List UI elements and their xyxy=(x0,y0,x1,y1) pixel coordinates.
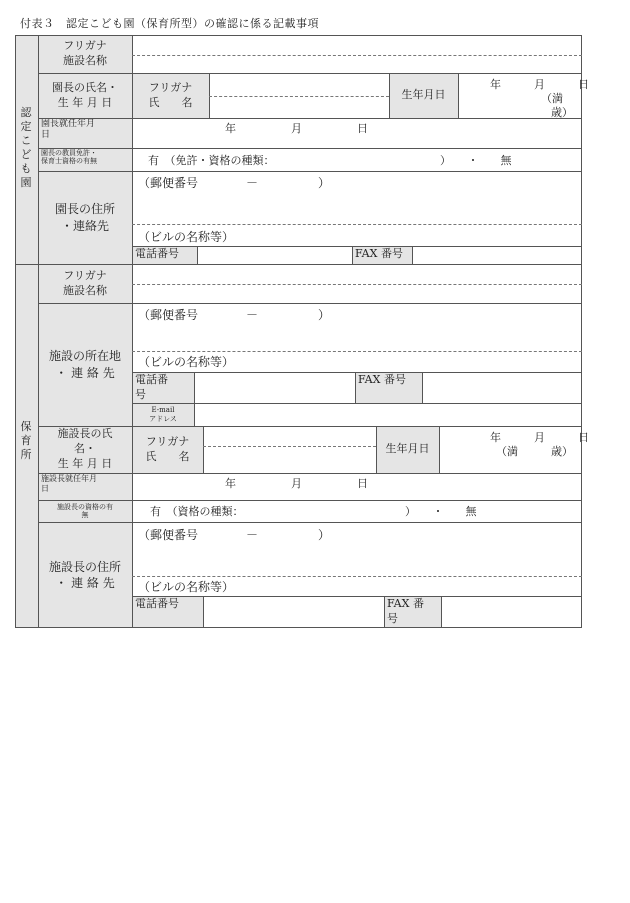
kodomo-appointed-label: 園長就任年月 日 xyxy=(38,118,132,148)
kodomo-birth-date: 年 月 日 xyxy=(490,78,589,91)
hoikusho-postal: （郵便番号 － ） xyxy=(138,308,331,322)
hoikusho-fax-label: FAX 番号 xyxy=(355,372,422,403)
kodomo-director-name-label: 園長の氏名・ 生 年 月 日 xyxy=(38,73,132,118)
kodomo-appointed-date: 年 月 日 xyxy=(225,122,368,135)
hoikusho-location-label: 施設の所在地 ・ 連 絡 先 xyxy=(38,303,132,426)
kodomo-license-label: 園長の教員免許・ 保育士資格の有無 xyxy=(38,148,132,171)
hoikusho-fax2-label: FAX 番 号 xyxy=(384,596,441,628)
kodomo-fax-label: FAX 番号 xyxy=(352,246,412,264)
section-kodomo-label: 認 定 こ ど も 園 xyxy=(20,106,32,189)
hoikusho-facility-name-label: フリガナ 施設名称 xyxy=(38,264,132,303)
hoikusho-address-label: 施設長の住所 ・ 連 絡 先 xyxy=(38,522,132,628)
hoikusho-birth-date: 年 月 日 xyxy=(490,431,589,444)
kodomo-age-close: 歳） xyxy=(551,106,573,119)
hoikusho-building: （ビルの名称等） xyxy=(138,355,235,369)
hoikusho-qual-label: 施設長の資格の有 無 xyxy=(38,500,132,522)
kodomo-birth-label: 生年月日 xyxy=(389,73,458,118)
kodomo-license-close: ） ・ 無 xyxy=(440,154,512,167)
hoikusho-age: （満 歳） xyxy=(496,445,573,458)
hoikusho-birth-label: 生年月日 xyxy=(376,426,439,473)
kodomo-facility-name-label: フリガナ 施設名称 xyxy=(38,35,132,73)
section-hoikusho-label: 保 育 所 xyxy=(20,420,32,461)
document-title: 付表３ 認定こども園（保育所型）の確認に係る記載事項 xyxy=(20,17,319,30)
kodomo-postal: （郵便番号 － ） xyxy=(138,176,331,190)
hoikusho-tel2-label: 電話番号 xyxy=(132,596,203,628)
hoikusho-furigana-name-label: フリガナ 氏 名 xyxy=(132,426,203,473)
hoikusho-qual-text: 有 （資格の種類： xyxy=(150,505,244,518)
kodomo-building: （ビルの名称等） xyxy=(138,230,235,244)
hoikusho-email-label: E-mail アドレス xyxy=(132,403,194,426)
hoikusho-appointed-date: 年 月 日 xyxy=(225,477,368,490)
hoikusho-tel-label: 電話番 号 xyxy=(132,372,194,403)
kodomo-license-text: 有 （免許・資格の種類： xyxy=(148,154,275,167)
hoikusho-appointed-label: 施設長就任年月 日 xyxy=(38,473,132,500)
hoikusho-qual-close: ） ・ 無 xyxy=(405,505,477,518)
kodomo-address-label: 園長の住所 ・連絡先 xyxy=(38,171,132,264)
kodomo-furigana-name-label: フリガナ 氏 名 xyxy=(132,73,209,118)
hoikusho-head-name-label: 施設長の氏 名・ 生 年 月 日 xyxy=(38,426,132,473)
kodomo-tel-label: 電話番号 xyxy=(132,246,197,264)
kodomo-age-open: （満 xyxy=(541,92,563,105)
hoikusho-postal2: （郵便番号 － ） xyxy=(138,528,331,542)
hoikusho-building2: （ビルの名称等） xyxy=(138,580,235,594)
